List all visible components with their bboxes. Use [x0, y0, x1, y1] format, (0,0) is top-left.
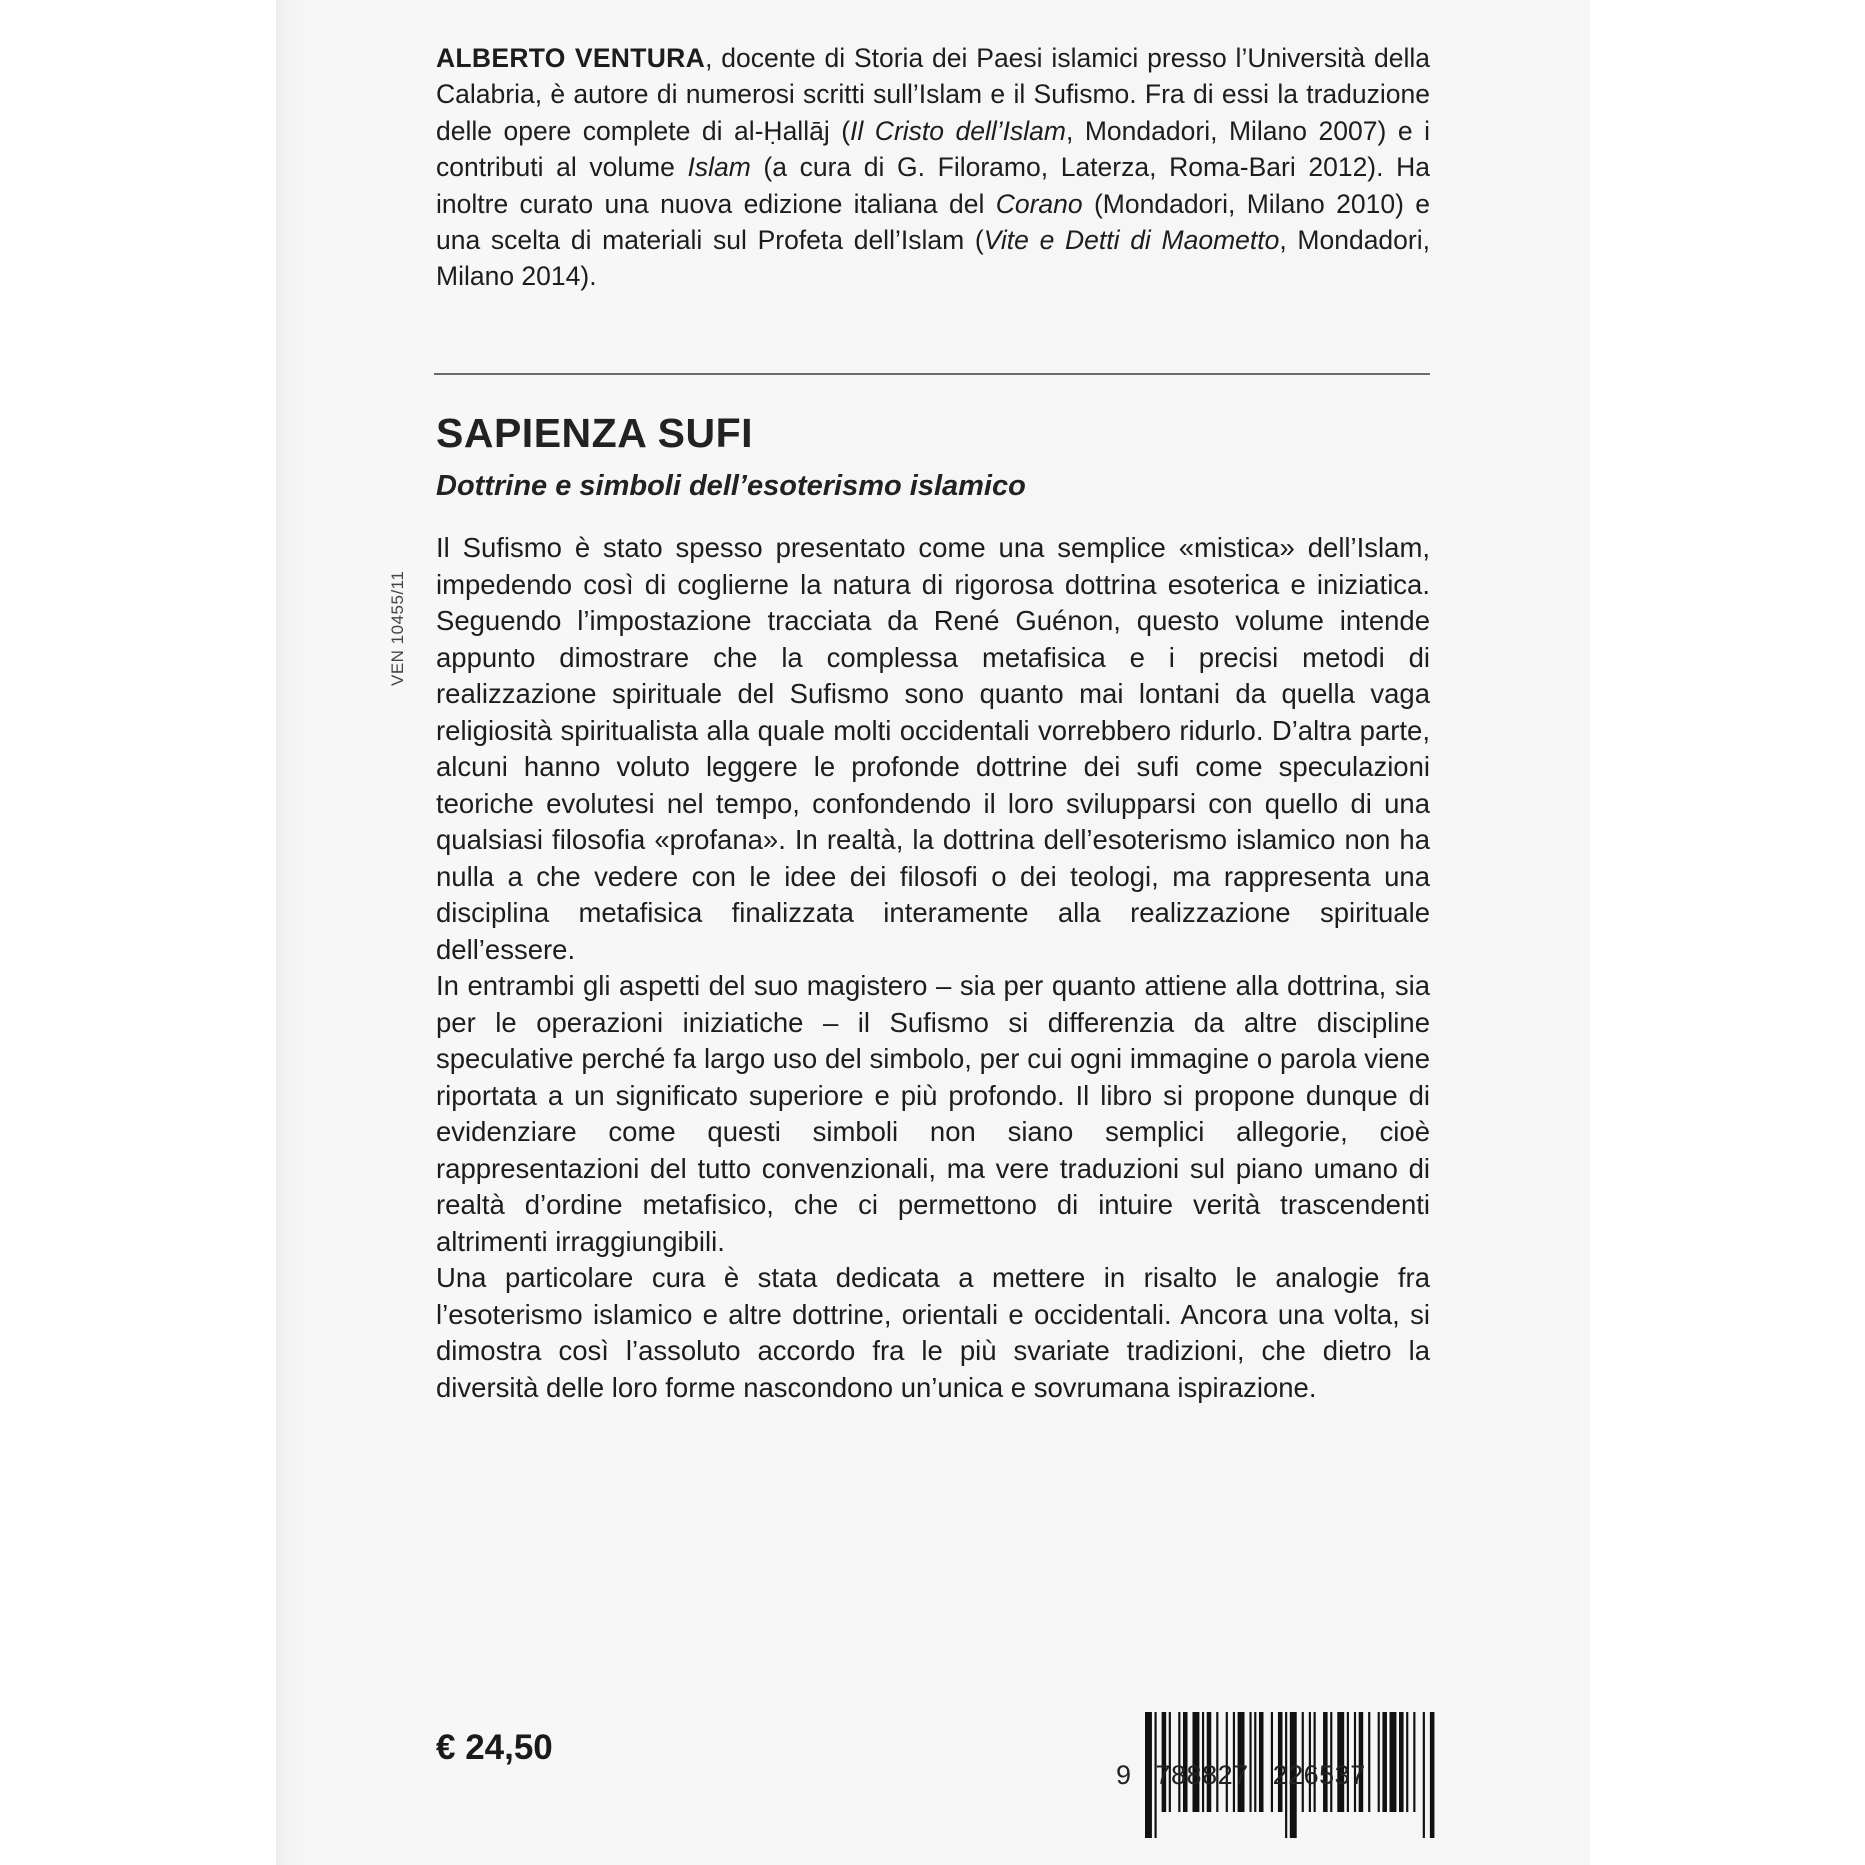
bio-work-title: Corano	[995, 188, 1083, 219]
blurb-paragraph: Una particolare cura è stata dedicata a mettere in risalto le analogie fra l’esoterismo islamico e altre dottrine, orientali e occidentali. Ancora una volta, si dimostra così l’assoluto accordo fra le più svariate tradizioni, che dietro la diversità delle loro forme nascondono un’unica e sovrumana ispirazione.	[436, 1262, 1430, 1403]
blurb	[436, 530, 1430, 1406]
bio-text: , docente di Storia dei Paesi islamici presso l’Università della Calabria, è autore di numerosi scritti sull’Islam e il Sufismo. Fra di essi la traduzione delle opere complete di al-Ḥallāj (	[436, 43, 1431, 146]
catalog-code: VEN 10455/11	[388, 570, 407, 686]
book-title: SAPIENZA SUFI	[436, 410, 754, 456]
price-label: € 24,50	[436, 1728, 553, 1767]
isbn-number: 9 788827 226537	[1116, 1760, 1366, 1790]
bio-text: (Mondadori, Milano 2010) e una scelta di materiali sul Profeta dell’Islam (	[436, 188, 1430, 256]
book-subtitle: Dottrine e simboli dell’esoterismo islamico	[436, 470, 1026, 502]
bio-work-title: Il Cristo dell’Islam	[850, 115, 1066, 146]
divider-rule	[434, 373, 1430, 375]
author-bio	[436, 40, 1430, 295]
blurb-paragraph: Il Sufismo è stato spesso presentato come una semplice «mistica» dell’Islam, impedendo così di coglierne la natura di rigorosa dottrina esoterica e iniziatica. Seguendo l’impostazione tracciata da René Guénon, questo volume intende appunto dimostrare che la complessa metafisica e i precisi metodi di realizzazione spirituale del Sufismo sono quanto mai lontani da quella vaga religiosità spiritualista alla quale molti occidentali vorrebbero ridurlo. D’altra parte, alcuni hanno voluto leggere le profonde dottrine dei sufi come speculazioni teoriche evolutesi nel tempo, confondendo il loro svilupparsi con quello di una qualsiasi filosofia «profana». In realtà, la dottrina dell’esoterismo islamico non ha nulla a che vedere con le idee dei filosofi o dei teologi, ma rappresenta una disciplina metafisica finalizzata interamente alla realizzazione spirituale dell’essere.	[436, 532, 1430, 965]
bio-text: , Mondadori, Milano 2007) e i contributi al volume	[436, 115, 1430, 183]
bio-text: , Mondadori, Milano 2014).	[436, 225, 1430, 292]
bio-work-title: Islam	[687, 152, 751, 183]
bio-work-title: Vite e Detti di Maometto	[983, 225, 1280, 256]
bio-text: (a cura di G. Filoramo, Laterza, Roma-Bari 2012). Ha inoltre curato una nuova edizione italiana del	[436, 152, 1430, 219]
author-name: ALBERTO VENTURA	[436, 43, 706, 73]
blurb-paragraph: In entrambi gli aspetti del suo magistero – sia per quanto attiene alla dottrina, sia per le operazioni iniziatiche – il Sufismo si differenzia da altre discipline speculative perché fa largo uso del simbolo, per cui ogni immagine o parola viene riportata a un significato superiore e più profondo. Il libro si propone dunque di evidenziare come questi simboli non siano semplici allegorie, cioè rappresentazioni del tutto convenzionali, ma vere traduzioni sul piano umano di realtà d’ordine metafisico, che ci permettono di intuire verità trascendenti altrimenti irraggiungibili.	[436, 970, 1430, 1257]
